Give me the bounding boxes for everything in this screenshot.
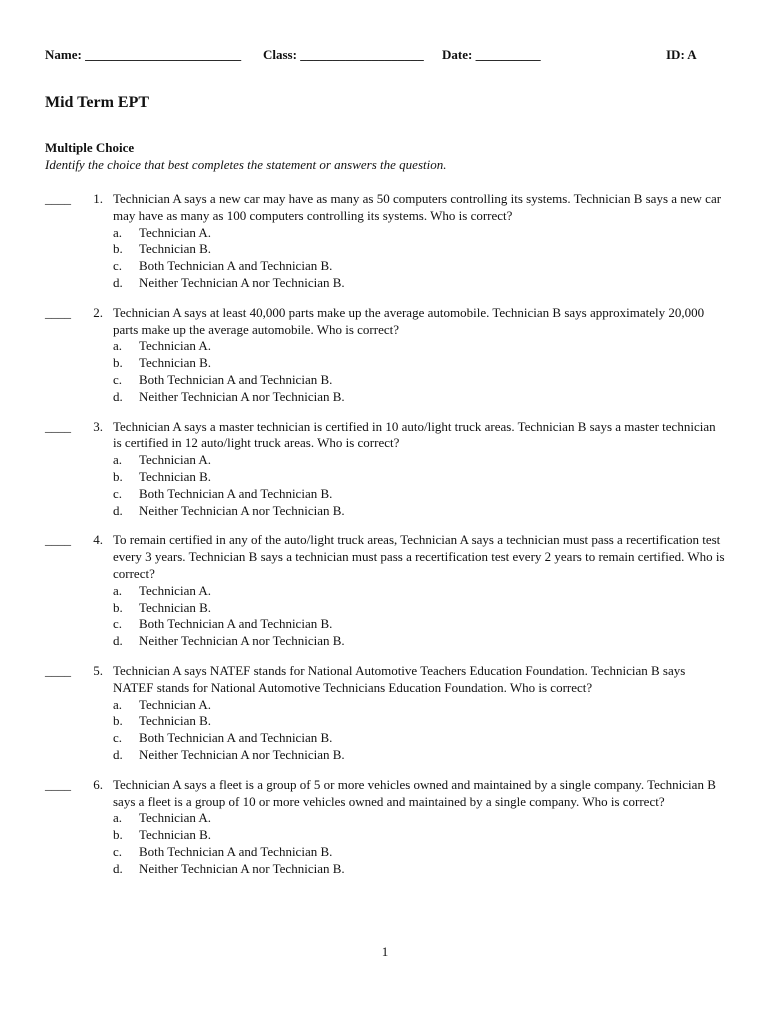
option-text: Both Technician A and Technician B. [139,485,333,501]
question-item [45,191,725,292]
question-number: 4. [93,532,103,548]
question-item [45,532,725,650]
answer-blank: ____ [45,662,71,678]
option-text: Technician B. [139,713,212,729]
answer-blank: ____ [45,418,71,434]
question-item [45,419,725,520]
answer-option [113,616,725,633]
question-item [45,663,725,764]
question-number: 1. [93,191,103,206]
option-letter: c. [113,843,123,859]
option-text: Neither Technician A nor Technician B. [139,746,345,762]
answer-option [113,275,725,292]
answer-option [113,633,725,650]
answer-blank: ____ [45,532,71,548]
option-text: Technician A. [139,338,212,354]
answer-blank: ____ [45,304,71,320]
option-text: Technician A. [139,696,212,712]
question-number: 2. [93,304,103,320]
option-letter: a. [113,696,123,712]
option-text: Technician B. [139,599,212,615]
answer-option [113,452,725,469]
answer-option [113,810,725,827]
option-letter: a. [113,452,123,468]
option-letter: d. [113,860,123,876]
option-text: Technician B. [139,827,212,843]
option-letter: a. [113,810,123,826]
question-list [45,191,725,890]
question-stem: Technician A says a master technician is certified in 10 auto/light truck areas. Technician B says a master technician is certified in 12 auto/light truck areas. Who is correct? [113,418,716,451]
option-text: Technician A. [139,452,212,468]
option-text: Technician B. [139,241,212,257]
section-instructions: Identify the choice that best completes the statement or answers the question. [45,157,447,172]
option-text: Both Technician A and Technician B. [139,730,333,746]
answer-option [113,844,725,861]
option-text: Both Technician A and Technician B. [139,616,333,632]
answer-option [113,338,725,355]
option-letter: d. [113,388,123,404]
question-stem: Technician A says a new car may have as many as 50 computers controlling its systems. Technician B says a new car may have as many as 100 computers controlling its systems. Who is correct? [113,191,722,223]
answer-option [113,225,725,242]
name-field: Name: ________________________ [45,47,242,62]
option-letter: d. [113,633,123,649]
option-letter: a. [113,582,123,598]
option-letter: c. [113,258,123,274]
date-field: Date: __________ [442,47,541,62]
option-text: Neither Technician A nor Technician B. [139,502,345,518]
option-letter: c. [113,730,123,746]
answer-option [113,730,725,747]
option-letter: b. [113,599,123,615]
option-text: Both Technician A and Technician B. [139,258,333,274]
answer-option [113,469,725,486]
question-number: 3. [93,418,103,434]
answer-option [113,389,725,406]
option-text: Neither Technician A nor Technician B. [139,860,345,876]
exam-title: Mid Term EPT [45,94,150,111]
answer-blank: ____ [45,191,71,206]
answer-option [113,600,725,617]
question-number: 6. [93,776,103,792]
answer-option [113,372,725,389]
option-letter: b. [113,827,123,843]
option-text: Both Technician A and Technician B. [139,843,333,859]
class-field: Class: ___________________ [263,47,424,62]
option-text: Neither Technician A nor Technician B. [139,274,345,290]
answer-option [113,241,725,258]
option-text: Both Technician A and Technician B. [139,371,333,387]
question-stem: To remain certified in any of the auto/light truck areas, Technician A says a technician must pass a recertification test every 3 years. Technician B says a technician must pass a recertification test every 2 years to remain certified. Who is correct? [113,532,725,581]
id-field: ID: A [666,47,697,62]
option-letter: a. [113,338,123,354]
option-text: Neither Technician A nor Technician B. [139,388,345,404]
question-stem: Technician A says at least 40,000 parts make up the average automobile. Technician B says approximately 20,000 parts make up the average automobile. Who is correct? [113,304,705,337]
answer-option [113,697,725,714]
option-letter: d. [113,274,123,290]
section-heading: Multiple Choice [45,140,135,155]
question-item [45,777,725,878]
answer-option [113,486,725,503]
answer-option [113,713,725,730]
option-letter: b. [113,241,123,257]
option-letter: a. [113,224,123,240]
student-info-header [45,47,705,65]
option-text: Neither Technician A nor Technician B. [139,633,345,649]
option-letter: c. [113,371,123,387]
answer-option [113,827,725,844]
option-letter: c. [113,616,123,632]
option-letter: b. [113,713,123,729]
answer-option [113,861,725,878]
option-text: Technician B. [139,355,212,371]
option-letter: d. [113,502,123,518]
answer-option [113,583,725,600]
question-item [45,305,725,406]
question-stem: Technician A says NATEF stands for National Automotive Teachers Education Foundation. Technician B says NATEF stands for National Automotive Technicians Education Foundation. Who is correct? [113,662,686,695]
option-letter: c. [113,485,123,501]
answer-blank: ____ [45,776,71,792]
question-number: 5. [93,662,103,678]
option-text: Technician A. [139,582,212,598]
option-text: Technician B. [139,468,212,484]
option-letter: b. [113,355,123,371]
question-stem: Technician A says a fleet is a group of 5 or more vehicles owned and maintained by a single company. Technician B says a fleet is a group of 10 or more vehicles owned and maintained by a single company. Who is correct? [113,776,716,809]
option-letter: d. [113,746,123,762]
answer-option [113,355,725,372]
option-text: Technician A. [139,810,212,826]
answer-option [113,258,725,275]
option-letter: b. [113,468,123,484]
answer-option [113,747,725,764]
answer-option [113,503,725,520]
option-text: Technician A. [139,224,212,240]
page-number: 1 [381,944,389,959]
